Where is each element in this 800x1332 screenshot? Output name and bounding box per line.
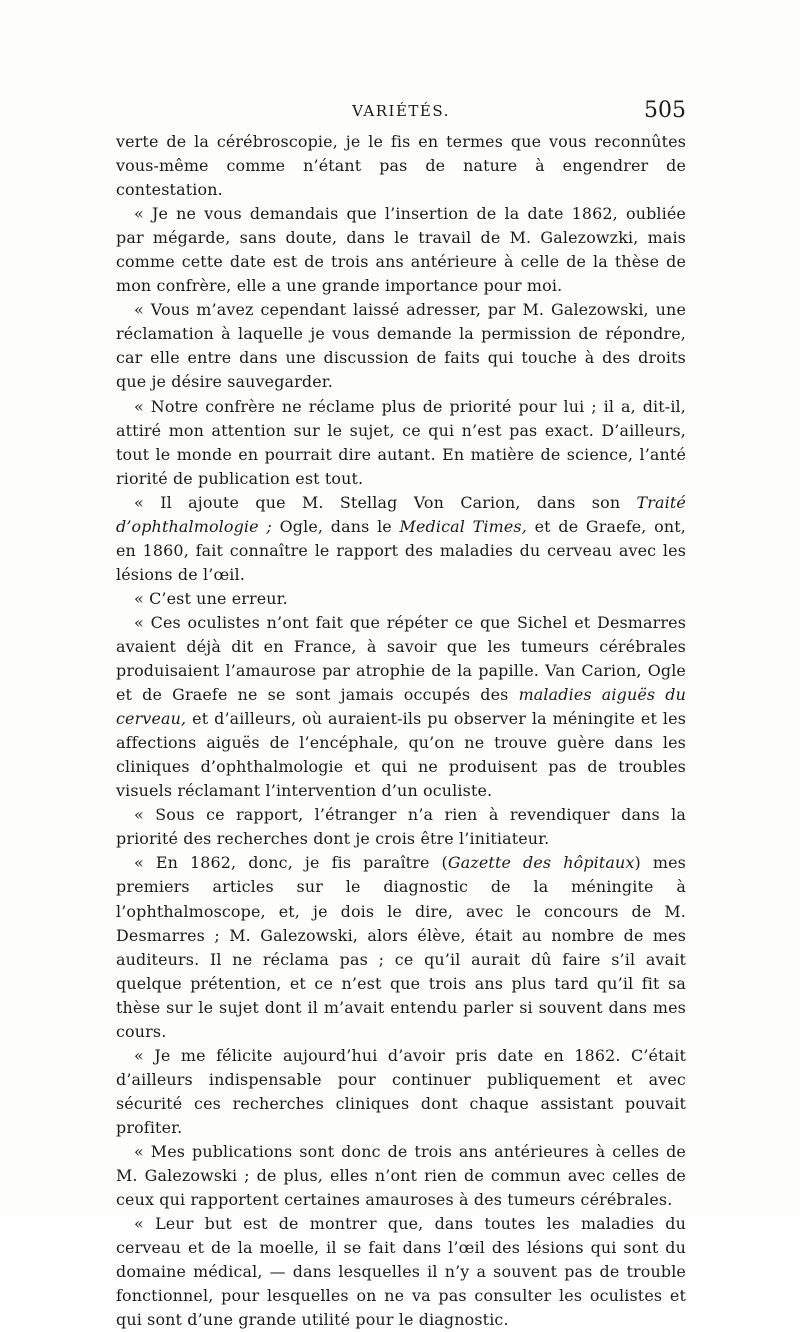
page-number: 505 <box>644 98 686 123</box>
paragraph-10: « Je me félicite aujourd’hui d’avoir pris date en 1862. C’était d’ailleurs indispensable pour continuer publiquement et avec sécurité ces recherches cliniques dont chaque assistant pouvait profiter. <box>116 1045 686 1137</box>
paragraph-3: « Vous m’avez cependant laissé adresser, par M. Galezowski, une réclamation à laquelle je vous demande la permission de répondre, car elle entre dans une discussion de faits qui touche à des droits que je désire sauvegarder. <box>116 300 686 392</box>
paragraph-5 <box>116 491 686 587</box>
paragraph-5-text-after: et de Graefe, ont, en 1860, fait connaître le rapport des maladies du cerveau avec les lésions de l’œil. <box>116 516 686 584</box>
body-text <box>116 130 686 1332</box>
paragraph-9-text-after: ) mes premiers articles sur le diagnostic de la méningite à l’ophthalmoscope, et, je dois le dire, avec le concours de M. Desmarres ; M. Galezowski, alors élève, était au nombre de mes auditeurs. Il ne réclama pas ; ce qu’il aurait dû faire s’il avait quelque prétention, et ce n’est que trois ans plus tard qu’il fit sa thèse sur le sujet dont il m’avait entendu parler si souvent dans mes cours. <box>116 853 686 1041</box>
paragraph-5-italic-journal: Medical Times, <box>399 516 527 536</box>
running-head <box>116 98 686 122</box>
paragraph-7-italic: maladies aiguës du cerveau, <box>116 685 686 729</box>
paragraph-8: « Sous ce rapport, l’étranger n’a rien à revendiquer dans la priorité des recherches dont je crois être l’initiateur. <box>116 805 686 849</box>
paragraph-2: « Je ne vous demandais que l’insertion de la date 1862, oubliée par mégarde, sans doute, dans le travail de M. Galezowzki, mais comme cette date est de trois ans antérieure à celle de la thèse de mon confrère, elle a une grande importance pour moi. <box>116 204 686 296</box>
paragraph-11: « Mes publications sont donc de trois ans antérieures à celles de M. Galezowski ; de plus, elles n’ont rien de commun avec celles de ceux qui rapportent certaines amauroses à des tumeurs cérébrales. <box>116 1141 686 1210</box>
paragraph-5-text-middle: Ogle, dans le <box>271 516 400 536</box>
paragraph-5-italic-title: Traité d’ophthalmologie ; <box>116 492 686 536</box>
paragraph-6: « C’est une erreur. <box>134 588 288 608</box>
paragraph-7-text-before: « Ces oculistes n’ont fait que répéter ce que Sichel et Desmarres avaient déjà dit en France, à savoir que les tumeurs cérébrales produisaient l’amaurose par atrophie de la papille. Van Carion, Ogle et de Graefe ne se sont jamais occupés des <box>116 612 686 705</box>
paragraph-7-text-after: et d’ailleurs, où auraient-ils pu observer la méningite et les affections aiguës de l’encéphale, qu’on ne trouve guère dans les cliniques d’ophthalmologie et qui ne produisent pas de troubles visuels réclamant l’intervention d’un oculiste. <box>116 709 686 801</box>
paragraph-9 <box>116 851 686 1043</box>
paragraph-4: « Notre confrère ne réclame plus de priorité pour lui ; il a, dit-il, attiré mon attention sur le sujet, ce qui n’est pas exact. D’ailleurs, tout le monde en pourrait dire autant. En matière de science, l’anté riorité de publication est tout. <box>116 396 686 488</box>
paragraph-1: verte de la cérébroscopie, je le fis en termes que vous reconnûtes vous-même comme n’étant pas de nature à engendrer de contestation. <box>116 132 686 200</box>
paragraph-12: « Leur but est de montrer que, dans toutes les maladies du cerveau et de la moelle, il se fait dans l’œil des lésions qui sont du domaine médical, — dans lesquelles il n’y a souvent pas de trouble fonctionnel, pour lesquelles on ne va pas consulter les oculistes et qui sont d’une grande utilité pour le diagnostic. <box>116 1214 686 1330</box>
paragraph-9-italic-journal: Gazette des hôpitaux <box>447 853 635 873</box>
running-title: VARIÉTÉS. <box>352 102 450 120</box>
paragraph-9-text-before: « En 1862, donc, je fis paraître ( <box>134 853 448 873</box>
paragraph-5-text-before: « Il ajoute que M. Stellag Von Carion, dans son <box>134 492 637 512</box>
paragraph-7 <box>116 611 686 803</box>
